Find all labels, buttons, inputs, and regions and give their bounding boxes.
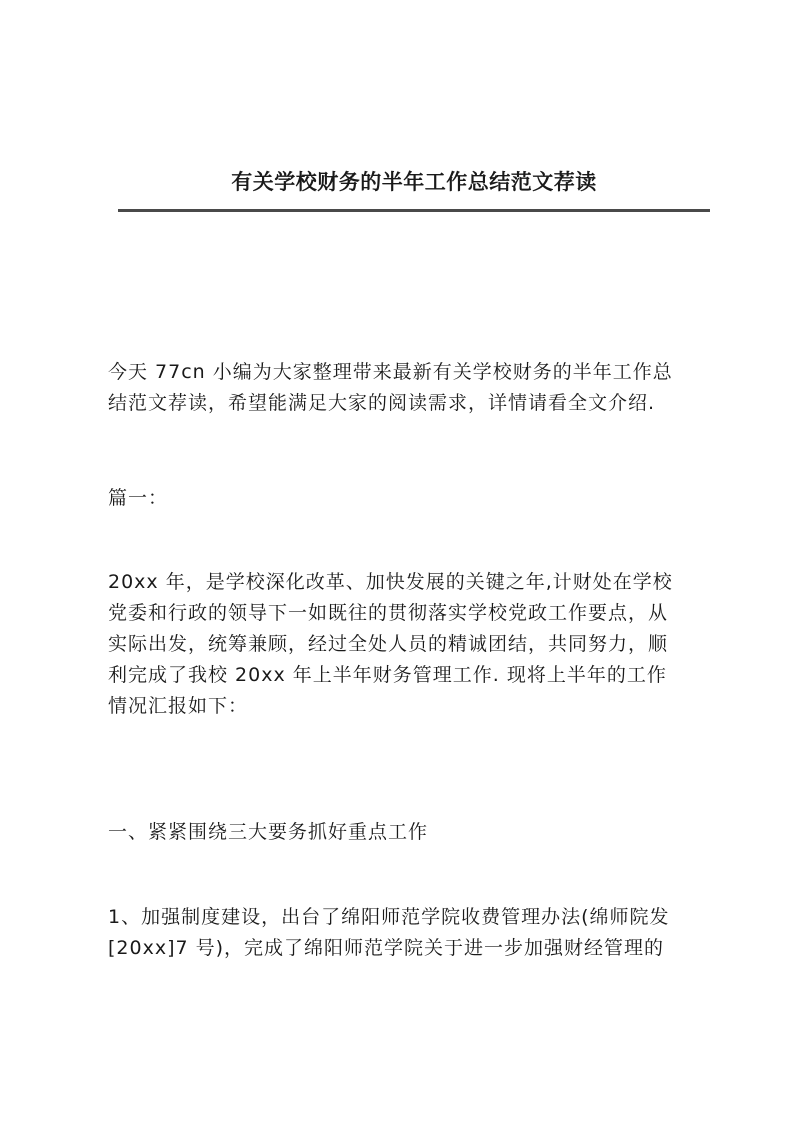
paragraph-line: 情况汇报如下： — [108, 695, 249, 717]
section-label — [108, 483, 708, 514]
paragraph-line: 结范文荐读，希望能满足大家的阅读需求，详情请看全文介绍. — [108, 392, 656, 414]
paragraph-line: [20xx]7 号)，完成了绵阳师范学院关于进一步加强财经管理的 — [108, 937, 665, 959]
paragraph-line: 利完成了我校 20xx 年上半年财务管理工作. 现将上半年的工作 — [108, 664, 667, 686]
section-heading — [108, 817, 708, 848]
paragraph-line: 党委和行政的领导下一如既往的贯彻落实学校党政工作要点，从 — [108, 602, 669, 624]
paragraph-line: 20xx 年，是学校深化改革、加快发展的关键之年,计财处在学校 — [108, 571, 673, 593]
list-item — [108, 902, 708, 964]
paragraph-line: 实际出发，统筹兼顾，经过全处人员的精诚团结，共同努力，顺 — [108, 633, 669, 655]
paragraph-line: 1、加强制度建设，出台了绵阳师范学院收费管理办法(绵师院发 — [108, 906, 670, 928]
document-title: 有关学校财务的半年工作总结范文荐读 — [231, 169, 597, 194]
paragraph-line: 今天 77cn 小编为大家整理带来最新有关学校财务的半年工作总 — [108, 361, 673, 383]
body-paragraph — [108, 567, 708, 722]
section-heading-text: 一、紧紧围绕三大要务抓好重点工作 — [108, 821, 429, 843]
section-label-text: 篇一： — [108, 487, 169, 509]
title-underline — [118, 209, 710, 212]
intro-paragraph — [108, 357, 708, 419]
